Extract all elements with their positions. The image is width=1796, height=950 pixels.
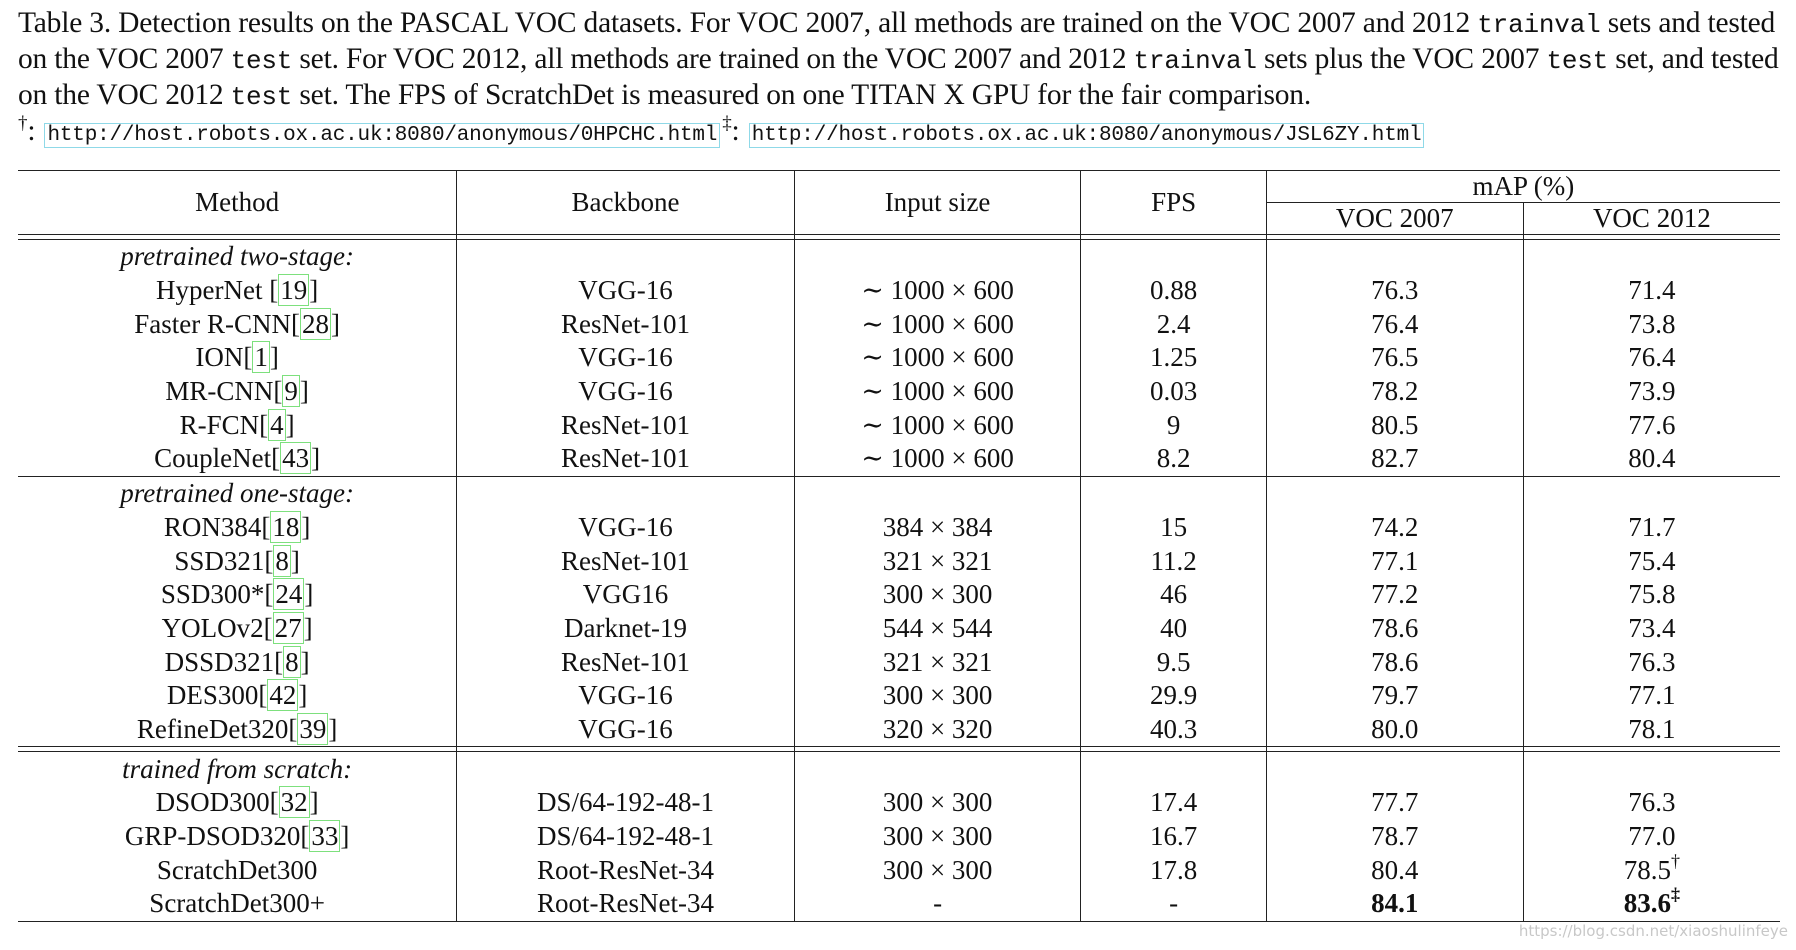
voc2012-cell (1523, 274, 1780, 308)
citation-link[interactable]: 42 (269, 680, 297, 711)
voc2012-cell (1523, 820, 1780, 854)
voc2012-cell (1523, 578, 1780, 612)
caption-code: test (230, 82, 293, 112)
group-title-row (18, 476, 1780, 510)
empty-cell (794, 476, 1081, 510)
voc2012-cell (1523, 786, 1780, 820)
backbone-cell: Root-ResNet-34 (457, 887, 794, 921)
backbone-cell: ResNet-101 (457, 645, 794, 679)
voc2012-value: 78.5 (1623, 854, 1671, 885)
backbone-cell: DS/64-192-48-1 (457, 786, 794, 820)
voc2007-cell: 82.7 (1266, 442, 1523, 476)
table-row (18, 341, 1780, 375)
backbone-cell: ResNet-101 (457, 544, 794, 578)
voc2007-cell: 80.4 (1266, 853, 1523, 887)
voc2012-value: 78.1 (1628, 713, 1676, 744)
citation-link[interactable]: 43 (282, 443, 310, 474)
voc2012-value: 75.8 (1628, 579, 1676, 610)
header-voc2007: VOC 2007 (1266, 203, 1523, 235)
voc2012-value: 77.1 (1628, 680, 1676, 711)
method-cell (18, 408, 457, 442)
table-row (18, 408, 1780, 442)
method-cell (18, 679, 457, 713)
method-cell (18, 713, 457, 747)
empty-cell (1266, 752, 1523, 786)
voc2012-cell (1523, 442, 1780, 476)
table-row (18, 442, 1780, 476)
citation-link[interactable]: 4 (270, 409, 284, 440)
table-row (18, 274, 1780, 308)
cite-bracket: [ (269, 787, 279, 818)
empty-cell (1266, 476, 1523, 510)
voc2012-value: 76.3 (1628, 787, 1676, 818)
method-cell (18, 375, 457, 409)
fps-cell: 40.3 (1081, 713, 1266, 747)
method-name: HyperNet (156, 275, 270, 306)
citation-link[interactable]: 27 (274, 612, 302, 643)
voc2007-cell: 78.7 (1266, 820, 1523, 854)
voc2007-cell: 74.2 (1266, 511, 1523, 545)
citation-link[interactable]: 32 (280, 787, 308, 818)
fps-cell: 40 (1081, 612, 1266, 646)
input-size-cell: 384 × 384 (794, 511, 1081, 545)
input-size-cell: 300 × 300 (794, 853, 1081, 887)
method-name: R-FCN (179, 409, 260, 440)
cite-bracket: ] (300, 646, 310, 677)
fps-cell: 29.9 (1081, 679, 1266, 713)
table-row (18, 887, 1780, 921)
voc2012-value: 83.6 (1623, 888, 1671, 919)
table-body (18, 235, 1780, 922)
backbone-cell: VGG-16 (457, 679, 794, 713)
table-row (18, 578, 1780, 612)
backbone-cell: ResNet-101 (457, 408, 794, 442)
input-size-cell: - (794, 887, 1081, 921)
cite-bracket: [ (269, 275, 279, 306)
method-cell (18, 645, 457, 679)
cite-bracket: [ (271, 443, 281, 474)
voc2007-cell: 76.4 (1266, 307, 1523, 341)
table-row (18, 544, 1780, 578)
voc2007-cell: 84.1 (1266, 887, 1523, 921)
empty-cell (1523, 476, 1780, 510)
method-name: ION (195, 342, 244, 373)
cite-bracket: [ (258, 680, 268, 711)
voc2012-value: 71.4 (1628, 275, 1676, 306)
input-size-cell: ∼ 1000 × 600 (794, 341, 1081, 375)
backbone-cell: DS/64-192-48-1 (457, 820, 794, 854)
cite-bracket: [ (273, 376, 283, 407)
input-size-cell: 300 × 300 (794, 786, 1081, 820)
voc2012-value: 73.8 (1628, 308, 1676, 339)
voc2012-value: 73.4 (1628, 612, 1676, 643)
backbone-cell: VGG16 (457, 578, 794, 612)
fps-cell: 17.8 (1081, 853, 1266, 887)
method-name: DSOD300 (155, 787, 270, 818)
voc2007-cell: 79.7 (1266, 679, 1523, 713)
method-name: SSD321 (174, 545, 265, 576)
voc2007-cell: 77.1 (1266, 544, 1523, 578)
method-cell (18, 341, 457, 375)
caption-code: test (230, 46, 293, 76)
caption-code: test (1546, 46, 1609, 76)
group-title-row (18, 752, 1780, 786)
input-size-cell: 544 × 544 (794, 612, 1081, 646)
backbone-cell: VGG-16 (457, 274, 794, 308)
citation-link[interactable]: 9 (284, 376, 298, 407)
cite-bracket: ] (298, 680, 308, 711)
empty-cell (1523, 240, 1780, 274)
fps-cell: - (1081, 887, 1266, 921)
voc2012-cell (1523, 645, 1780, 679)
cite-bracket: [ (259, 409, 269, 440)
empty-cell (794, 752, 1081, 786)
fps-cell: 46 (1081, 578, 1266, 612)
double-dagger-mark: ‡ (722, 113, 732, 135)
group-title-row (18, 240, 1780, 274)
fps-cell: 15 (1081, 511, 1266, 545)
cite-bracket: ] (299, 376, 309, 407)
voc2012-cell (1523, 511, 1780, 545)
method-cell (18, 307, 457, 341)
group-title: pretrained one-stage: (18, 476, 457, 510)
empty-cell (1523, 752, 1780, 786)
dagger-mark: † (18, 113, 28, 135)
voc2007-cell: 78.2 (1266, 375, 1523, 409)
cite-bracket: ] (328, 713, 338, 744)
method-name: RefineDet320 (136, 713, 289, 744)
cite-bracket: [ (243, 342, 253, 373)
cite-bracket: ] (331, 308, 340, 339)
url-link-2[interactable]: http://host.robots.ox.ac.uk:8080/anonymous/JSL6ZY.html (749, 123, 1425, 148)
cite-bracket: [ (291, 308, 300, 339)
citation-link[interactable]: 18 (272, 511, 300, 542)
method-name: RON384 (163, 511, 262, 542)
caption-text: sets plus the VOC 2007 (1256, 43, 1547, 75)
citation-link[interactable]: 1 (254, 342, 268, 373)
method-cell (18, 442, 457, 476)
method-cell (18, 786, 457, 820)
voc2007-cell: 77.2 (1266, 578, 1523, 612)
citation-link[interactable]: 39 (299, 713, 327, 744)
method-name: DSSD321 (164, 646, 275, 677)
table-row (18, 612, 1780, 646)
fps-cell: 1.25 (1081, 341, 1266, 375)
caption-code: trainval (1133, 46, 1257, 76)
citation-link[interactable]: 8 (285, 646, 299, 677)
group-title: trained from scratch: (18, 752, 457, 786)
method-cell (18, 612, 457, 646)
citation-link[interactable]: 8 (275, 545, 289, 576)
voc2012-cell (1523, 544, 1780, 578)
method-cell (18, 887, 457, 921)
method-cell (18, 853, 457, 887)
input-size-cell: 320 × 320 (794, 713, 1081, 747)
backbone-cell: Root-ResNet-34 (457, 853, 794, 887)
method-cell (18, 820, 457, 854)
header-method: Method (18, 171, 457, 235)
cite-bracket: ] (309, 275, 319, 306)
cite-bracket: [ (261, 511, 271, 542)
voc2007-cell: 78.6 (1266, 612, 1523, 646)
citation-link[interactable]: 24 (275, 579, 303, 610)
method-name: SSD300* (160, 579, 265, 610)
voc2012-value: 80.4 (1628, 443, 1676, 474)
input-size-cell: 300 × 300 (794, 820, 1081, 854)
table-row (18, 853, 1780, 887)
header-backbone: Backbone (457, 171, 794, 235)
empty-cell (1081, 476, 1266, 510)
voc2012-value: 76.3 (1628, 646, 1676, 677)
table-row (18, 786, 1780, 820)
voc2012-cell (1523, 307, 1780, 341)
voc2007-cell: 76.5 (1266, 341, 1523, 375)
fps-cell: 0.03 (1081, 375, 1266, 409)
cite-bracket: ] (301, 511, 311, 542)
backbone-cell: VGG-16 (457, 511, 794, 545)
cite-bracket: ] (269, 342, 279, 373)
watermark: https://blog.csdn.net/xiaoshulinfeye (1518, 922, 1788, 940)
input-size-cell: ∼ 1000 × 600 (794, 375, 1081, 409)
empty-cell (1081, 240, 1266, 274)
table-row (18, 820, 1780, 854)
empty-cell (1081, 752, 1266, 786)
method-name: ScratchDet300+ (149, 888, 325, 919)
method-cell (18, 578, 457, 612)
backbone-cell: ResNet-101 (457, 442, 794, 476)
table-row (18, 307, 1780, 341)
voc2012-value: 75.4 (1628, 545, 1676, 576)
fps-cell: 2.4 (1081, 307, 1266, 341)
header-fps: FPS (1081, 171, 1266, 235)
caption-text: : (731, 115, 747, 147)
backbone-cell: VGG-16 (457, 341, 794, 375)
cite-bracket: ] (304, 579, 314, 610)
method-name: ScratchDet300 (156, 854, 318, 885)
empty-cell (457, 240, 794, 274)
voc2007-cell: 76.3 (1266, 274, 1523, 308)
method-name: DES300 (166, 680, 259, 711)
method-name: MR-CNN (165, 376, 274, 407)
caption-text: set. For VOC 2012, all methods are trained on the VOC 2007 and 2012 (292, 43, 1134, 75)
method-name: GRP-DSOD320 (124, 821, 301, 852)
caption-text: set. The FPS of ScratchDet is measured on one TITAN X GPU for the fair comparison. (292, 79, 1312, 111)
header-map: mAP (%) (1266, 171, 1780, 203)
voc2007-cell: 78.6 (1266, 645, 1523, 679)
voc2012-value: 73.9 (1628, 376, 1676, 407)
backbone-cell: ResNet-101 (457, 307, 794, 341)
empty-cell (457, 476, 794, 510)
table-row (18, 645, 1780, 679)
input-size-cell: ∼ 1000 × 600 (794, 408, 1081, 442)
fps-cell: 0.88 (1081, 274, 1266, 308)
voc2012-cell (1523, 375, 1780, 409)
cite-bracket: ] (285, 409, 295, 440)
citation-link[interactable]: 33 (311, 821, 339, 852)
table-row (18, 679, 1780, 713)
cite-bracket: ] (340, 821, 350, 852)
voc2012-cell (1523, 679, 1780, 713)
voc2012-cell (1523, 713, 1780, 747)
cite-bracket: [ (300, 821, 310, 852)
table-caption (18, 6, 1788, 153)
voc2012-value: 71.7 (1628, 511, 1676, 542)
voc2012-value: 76.4 (1628, 342, 1676, 373)
header-voc2012: VOC 2012 (1523, 203, 1780, 235)
citation-link[interactable]: 19 (280, 275, 308, 306)
table-row (18, 375, 1780, 409)
citation-link[interactable]: 28 (302, 308, 329, 339)
method-name: CoupleNet (154, 443, 272, 474)
input-size-cell: 300 × 300 (794, 679, 1081, 713)
method-name: YOLOv2 (161, 612, 264, 643)
group-title: pretrained two-stage: (18, 240, 457, 274)
table-row (18, 713, 1780, 747)
empty-cell (794, 240, 1081, 274)
cite-bracket: [ (288, 713, 298, 744)
caption-text: : (27, 115, 43, 147)
table-header (18, 171, 1780, 235)
footnote-mark: † (1670, 850, 1680, 871)
voc2012-cell (1523, 612, 1780, 646)
voc2012-cell (1523, 341, 1780, 375)
caption-code: trainval (1477, 10, 1601, 40)
caption-text: sets and tested on the VOC 2007 (18, 7, 1776, 75)
fps-cell: 11.2 (1081, 544, 1266, 578)
input-size-cell: ∼ 1000 × 600 (794, 442, 1081, 476)
cite-bracket: [ (274, 646, 284, 677)
footnote-mark: ‡ (1670, 884, 1680, 905)
cite-bracket: ] (309, 787, 319, 818)
fps-cell: 16.7 (1081, 820, 1266, 854)
input-size-cell: ∼ 1000 × 600 (794, 274, 1081, 308)
method-name: Faster R-CNN (134, 308, 291, 339)
voc2012-cell (1523, 408, 1780, 442)
cite-bracket: [ (264, 545, 274, 576)
input-size-cell: ∼ 1000 × 600 (794, 307, 1081, 341)
voc2007-cell: 77.7 (1266, 786, 1523, 820)
empty-cell (1266, 240, 1523, 274)
fps-cell: 17.4 (1081, 786, 1266, 820)
results-table (18, 170, 1780, 922)
voc2007-cell: 80.0 (1266, 713, 1523, 747)
caption-text: set, and tested on the VOC 2012 (18, 43, 1779, 111)
table-row (18, 511, 1780, 545)
backbone-cell: VGG-16 (457, 375, 794, 409)
voc2012-value: 77.6 (1628, 409, 1676, 440)
method-cell (18, 511, 457, 545)
voc2012-value: 77.0 (1628, 821, 1676, 852)
cite-bracket: ] (303, 612, 313, 643)
backbone-cell: VGG-16 (457, 713, 794, 747)
input-size-cell: 321 × 321 (794, 645, 1081, 679)
cite-bracket: [ (264, 579, 274, 610)
input-size-cell: 321 × 321 (794, 544, 1081, 578)
empty-cell (457, 752, 794, 786)
backbone-cell: Darknet-19 (457, 612, 794, 646)
cite-bracket: [ (263, 612, 273, 643)
cite-bracket: ] (311, 443, 321, 474)
method-cell (18, 274, 457, 308)
url-link-1[interactable]: http://host.robots.ox.ac.uk:8080/anonymous/0HPCHC.html (44, 123, 720, 148)
method-cell (18, 544, 457, 578)
input-size-cell: 300 × 300 (794, 578, 1081, 612)
fps-cell: 9 (1081, 408, 1266, 442)
cite-bracket: ] (290, 545, 300, 576)
voc2007-cell: 80.5 (1266, 408, 1523, 442)
header-input-size: Input size (794, 171, 1081, 235)
fps-cell: 8.2 (1081, 442, 1266, 476)
caption-text: Table 3. Detection results on the PASCAL VOC datasets. For VOC 2007, all methods are trained on the VOC 2007 and 2012 (18, 7, 1478, 39)
voc2012-cell (1523, 850, 1780, 887)
voc2012-cell (1523, 884, 1780, 921)
fps-cell: 9.5 (1081, 645, 1266, 679)
